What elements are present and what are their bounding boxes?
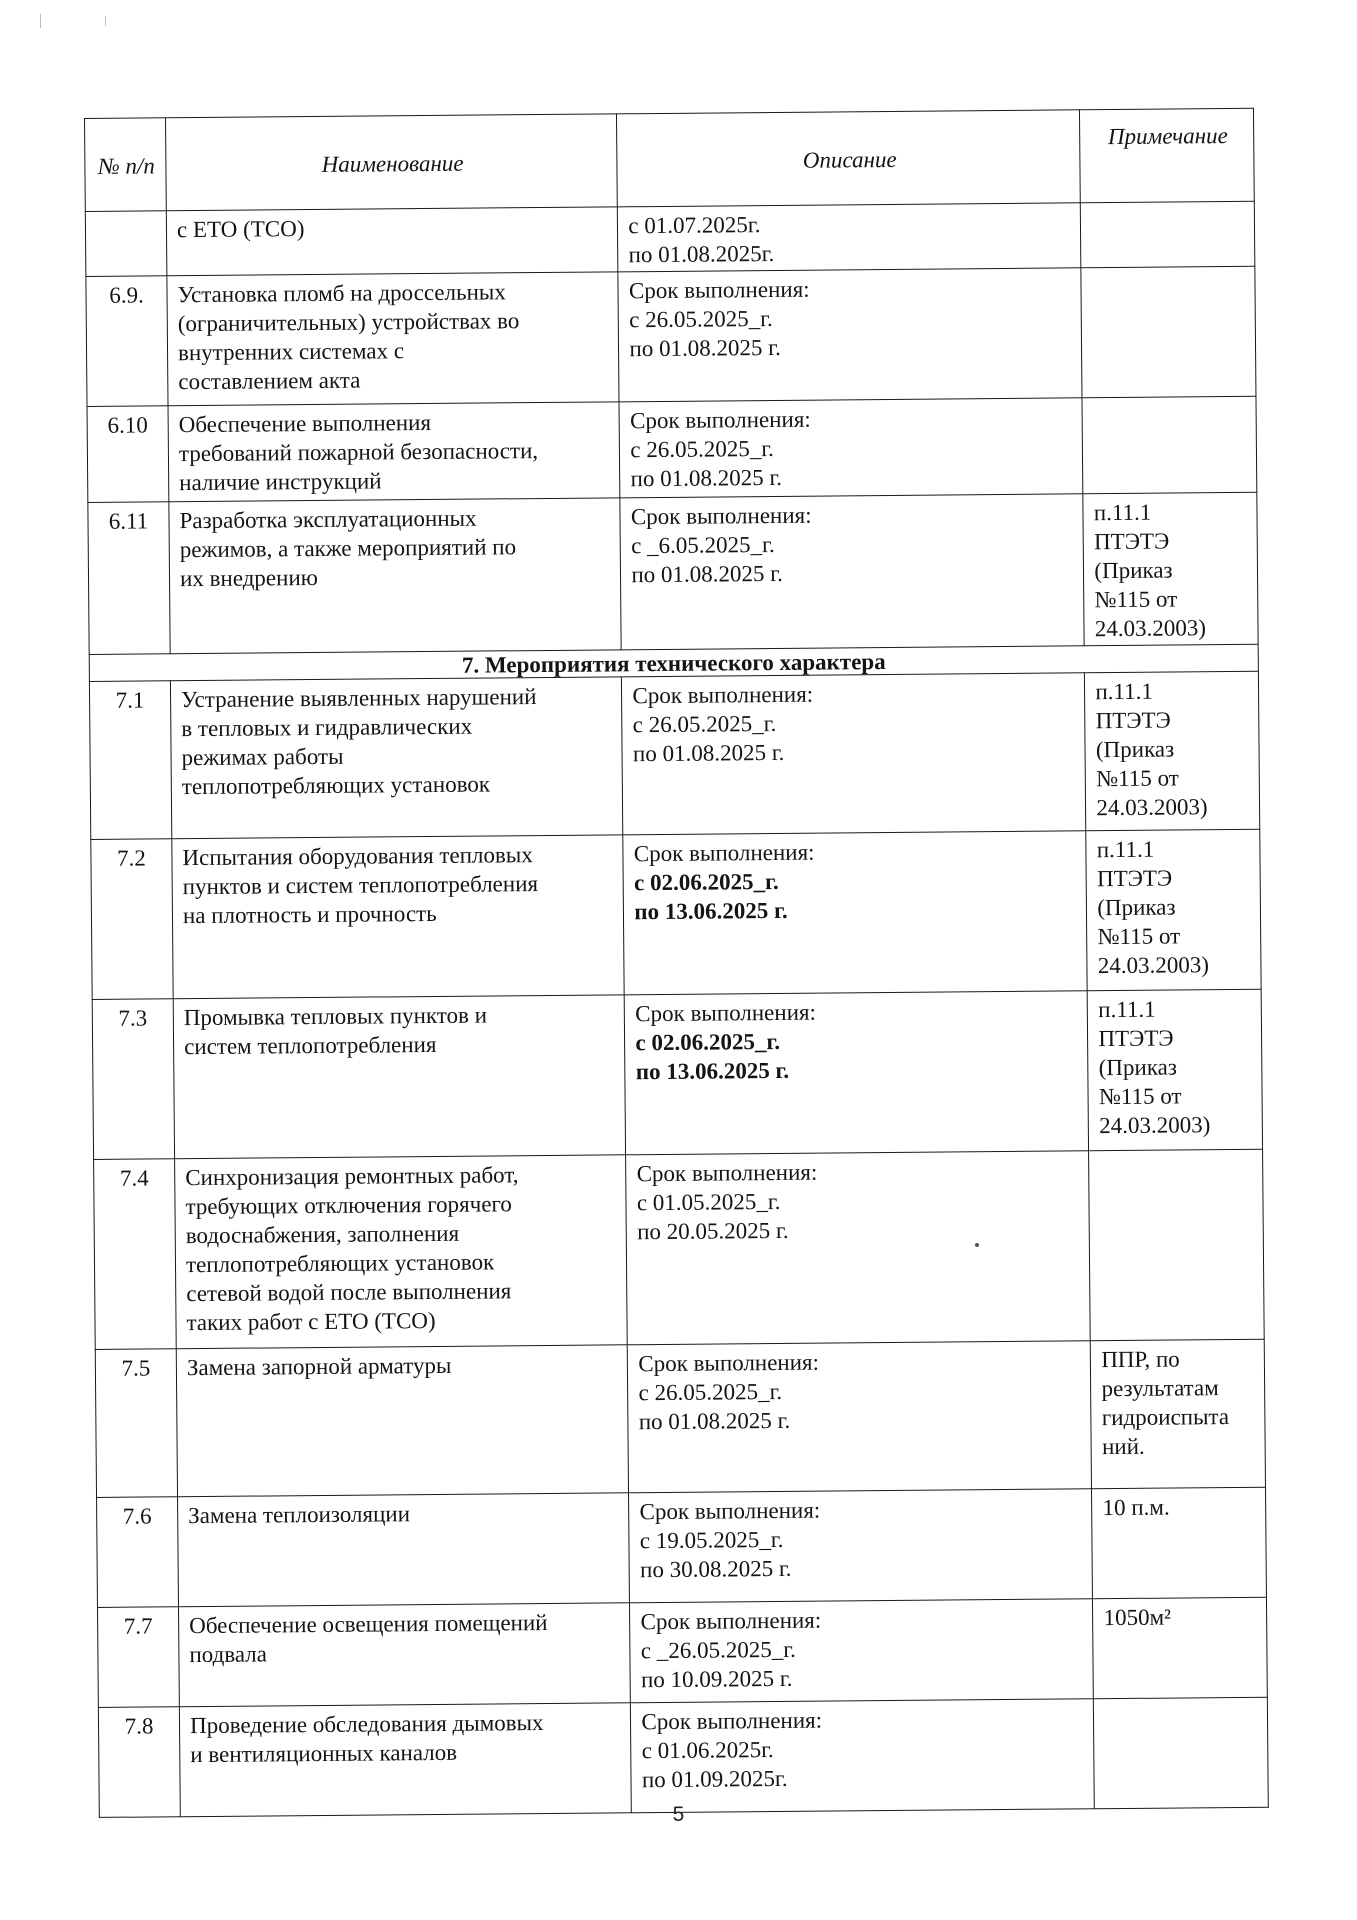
row-name-cell [170,677,623,839]
name-line: (ограничительных) устройствах во [177,308,520,337]
name-line: таких работ с ЕТО (ТСО) [186,1307,436,1336]
deadline-date: с 26.05.2025_г. [629,305,773,333]
name-line: подвала [189,1641,268,1668]
table-header-row [85,108,1255,211]
scan-artifact [105,16,106,26]
deadline-label: Срок выполнения: [638,1349,820,1377]
row-name-cell [168,402,620,502]
name-line: теплопотребляющих установок [185,1249,495,1278]
deadline-date: по 01.08.2025 г. [631,560,783,588]
name-line: Замена теплоизоляции [188,1501,411,1529]
row-number: 7.2 [91,839,173,1000]
row-number: 6.9. [86,276,168,407]
table-row [88,492,1258,654]
row-number: 7.3 [92,999,174,1160]
row-note-cell [1088,989,1263,1151]
row-description-cell [618,203,1082,272]
deadline-date: по 10.09.2025 г. [640,1665,793,1693]
table-row [95,1339,1265,1497]
deadline-date: по 13.06.2025 г. [634,897,788,925]
row-number [85,211,167,277]
name-line: Обеспечение выполнения [178,409,432,438]
name-line: водоснабжения, заполнения [185,1220,460,1249]
name-line: требований пожарной безопасности, [178,438,539,467]
measures-table [84,108,1269,1818]
note-line: п.11.1 [1095,678,1153,705]
row-number: 6.10 [87,406,169,503]
deadline-date: с _26.05.2025_г. [640,1636,796,1664]
note-line: п.11.1 [1093,499,1152,526]
scan-artifact [40,14,41,28]
name-line: их внедрению [179,564,318,592]
name-line: внутренних системах с [177,338,405,366]
document-sheet [84,108,1269,1818]
note-line: 1050м² [1103,1604,1172,1631]
header-note: Примечание [1080,108,1254,203]
table-row [89,671,1259,839]
row-note-cell [1081,201,1255,268]
table-row [91,829,1261,999]
row-note-cell [1082,396,1256,494]
row-note-cell [1093,1597,1267,1699]
row-description-cell [628,1341,1092,1493]
note-line: 24.03.2003) [1096,794,1208,821]
note-line: ППР, по [1101,1346,1180,1373]
note-line: 24.03.2003) [1094,615,1207,642]
name-line: режимов, а также мероприятий по [179,534,517,563]
deadline-date: с 19.05.2025_г. [639,1526,784,1554]
scan-speck [975,1243,979,1247]
deadline-label: Срок выполнения: [640,1607,822,1635]
name-line: теплопотребляющих установок [181,771,491,800]
name-line: систем теплопотребления [184,1031,437,1060]
note-line: (Приказ [1095,736,1175,763]
note-line: (Приказ [1094,557,1173,584]
row-number: 7.6 [97,1497,179,1608]
row-number: 6.11 [88,502,170,655]
name-line: в тепловых и гидравлических [181,713,473,742]
deadline-label: Срок выполнения: [632,681,814,709]
note-line: 24.03.2003) [1099,1112,1211,1139]
note-line: (Приказ [1098,1054,1178,1081]
row-description-cell [629,1489,1093,1603]
deadline-date: по 01.08.2025 г. [638,1407,791,1435]
row-description-cell [625,991,1089,1155]
name-line: Синхронизация ремонтных работ, [185,1162,519,1191]
row-note-cell [1094,1697,1269,1809]
row-name-cell [166,207,618,276]
name-line: составлением акта [178,367,361,395]
row-number: 7.7 [97,1607,179,1708]
row-note-cell [1086,829,1261,991]
section-title: 7. Мероприятия технического характера [89,644,1258,681]
row-name-cell [167,272,620,406]
table-row [85,201,1255,276]
name-line: требующих отключения горячего [185,1191,512,1220]
row-note-cell [1083,492,1258,646]
table-body [85,201,1268,1817]
note-line: №115 от [1096,765,1179,792]
deadline-label: Срок выполнения: [641,1707,823,1735]
note-line: п.11.1 [1098,996,1156,1023]
deadline-date: по 01.08.2025 г. [630,464,783,492]
deadline-label: Срок выполнения: [630,502,812,530]
row-number: 7.8 [98,1707,180,1818]
note-line: №115 от [1098,1083,1182,1110]
deadline-label: Срок выполнения: [639,1497,821,1525]
name-line: режимах работы [181,743,344,771]
name-line: Замена запорной арматуры [186,1352,452,1381]
table-row [86,266,1256,406]
row-description-cell [620,494,1084,650]
name-line: и вентиляционных каналов [190,1739,458,1768]
row-note-cell [1081,266,1256,398]
row-description-cell [622,673,1086,835]
row-name-cell [179,1703,631,1817]
row-name-cell [175,1155,628,1349]
note-line: ПТЭТЭ [1095,707,1171,734]
deadline-label: Срок выполнения: [635,999,817,1027]
page-number: 5 [672,1803,685,1826]
table-row [92,989,1262,1159]
table-row [94,1149,1265,1349]
name-line: с ЕТО (ТСО) [176,216,305,243]
name-line: Обеспечение освещения помещений [189,1610,548,1639]
name-line: Промывка тепловых пунктов и [183,1002,488,1031]
table-row [87,396,1257,502]
name-line: наличие инструкций [179,468,382,496]
deadline-date: с 02.06.2025_г. [635,1028,781,1056]
note-line: ний. [1101,1433,1145,1460]
row-name-cell [173,995,626,1159]
note-line: №115 от [1094,586,1178,613]
deadline-label: Срок выполнения: [633,839,815,867]
note-line: (Приказ [1097,894,1176,921]
row-name-cell [176,1345,629,1497]
note-line: ПТЭТЭ [1096,865,1173,892]
table-row [97,1487,1267,1607]
note-line: ПТЭТЭ [1098,1025,1174,1052]
deadline-date: по 01.08.2025г. [628,240,775,268]
name-line: пунктов и систем теплопотребления [182,871,539,900]
deadline-date: с 01.05.2025_г. [636,1188,781,1216]
note-line: результатам [1101,1375,1219,1402]
deadline-date: с 02.06.2025_г. [633,868,779,896]
note-line: 10 п.м. [1102,1494,1170,1521]
name-line: Испытания оборудования тепловых [182,842,533,871]
row-name-cell [169,498,622,654]
deadline-label: Срок выполнения: [629,406,811,434]
note-line: п.11.1 [1096,836,1155,863]
row-description-cell [618,268,1082,402]
row-name-cell [172,835,625,999]
name-line: Проведение обследования дымовых [189,1710,544,1739]
name-line: Устранение выявленных нарушений [180,684,537,713]
row-number: 7.5 [95,1349,177,1498]
row-note-cell [1092,1487,1267,1599]
row-number: 7.4 [94,1159,177,1350]
deadline-date: по 01.08.2025 г. [629,334,781,362]
header-num: № п/п [85,118,167,212]
note-line: ПТЭТЭ [1094,528,1170,555]
row-description-cell [630,1599,1094,1703]
name-line: сетевой водой после выполнения [186,1278,512,1307]
deadline-date: с 01.06.2025г. [641,1737,774,1764]
row-number: 7.1 [89,681,171,840]
deadline-date: с 26.05.2025_г. [638,1378,783,1406]
table-row [97,1597,1267,1707]
name-line: Разработка эксплуатационных [179,505,477,534]
note-line: 24.03.2003) [1097,952,1210,979]
deadline-date: с 26.05.2025_г. [630,435,774,463]
deadline-label: с 01.07.2025г. [628,212,761,239]
deadline-label: Срок выполнения: [636,1159,818,1187]
note-line: гидроиспыта [1101,1404,1230,1431]
deadline-date: по 01.09.2025г. [641,1765,788,1793]
row-description-cell [631,1699,1095,1813]
deadline-label: Срок выполнения: [628,276,810,304]
deadline-date: по 20.05.2025 г. [637,1217,789,1245]
row-note-cell [1089,1149,1264,1341]
deadline-date: с 26.05.2025_г. [632,710,777,738]
name-line: Установка пломб на дроссельных [177,279,506,308]
row-note-cell [1085,671,1260,831]
row-name-cell [179,1603,631,1707]
deadline-date: по 13.06.2025 г. [635,1057,790,1085]
row-description-cell [619,398,1083,498]
row-note-cell [1091,1339,1266,1489]
deadline-date: по 01.08.2025 г. [632,739,785,767]
note-line: №115 от [1097,923,1181,950]
row-description-cell [626,1151,1091,1345]
row-description-cell [623,831,1087,995]
name-line: на плотность и прочность [182,900,437,929]
deadline-date: по 30.08.2025 г. [639,1555,792,1583]
row-name-cell [178,1493,630,1607]
deadline-date: с _6.05.2025_г. [631,531,775,559]
header-name: Наименование [166,114,618,211]
table-row [98,1697,1268,1817]
header-description: Описание [617,110,1081,207]
